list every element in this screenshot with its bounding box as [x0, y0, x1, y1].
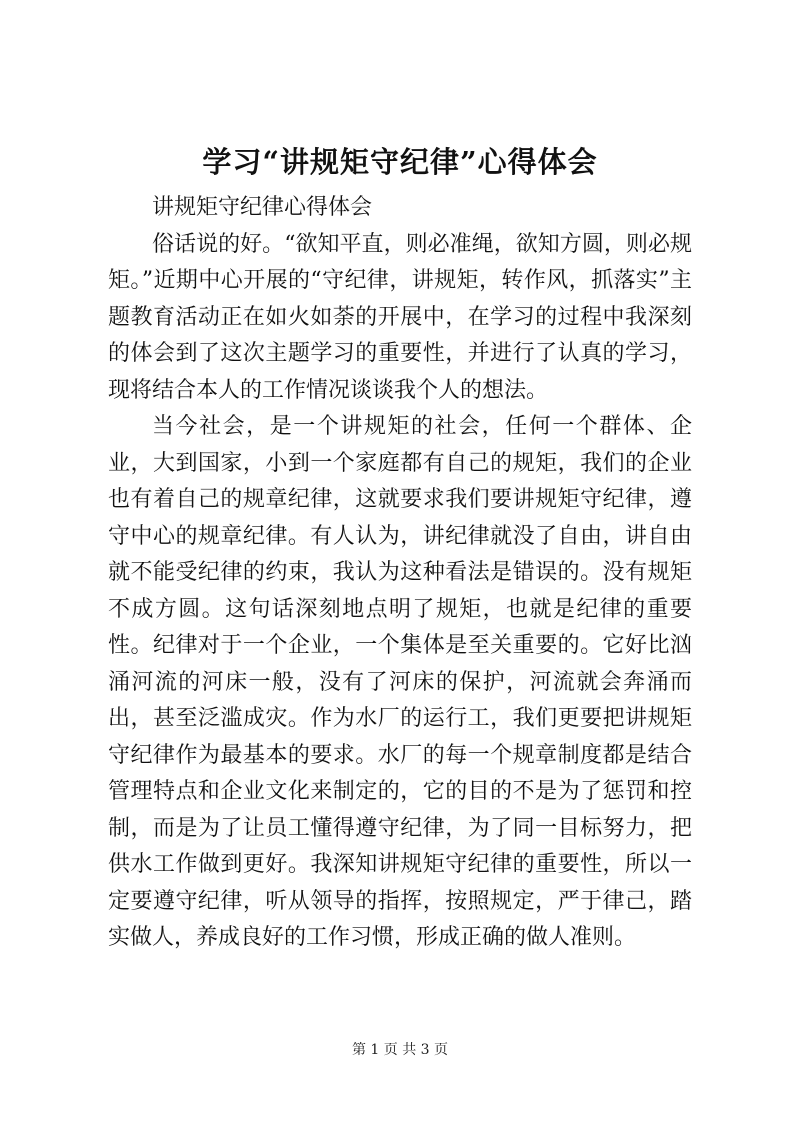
- page-number-footer: 第 1 页 共 3 页: [351, 1042, 449, 1058]
- body-paragraph: 当今社会，是一个讲规矩的社会，任何一个群体、企业，大到国家，小到一个家庭都有自己的规矩，我们的企业也有着自己的规章纪律，这就要求我们要讲规矩守纪律，遵守中心的规章纪律。有人认为，讲纪律就没了自由，讲自由就不能受纪律的约束，我认为这种看法是错误的。没有规矩不成方圆。这句话深刻地点明了规矩，也就是纪律的重要性。纪律对于一个企业，一个集体是至关重要的。它好比汹涌河流的河床一般，没有了河床的保护，河流就会奔涌而出，甚至泛滥成灾。作为水厂的运行工，我们更要把讲规矩守纪律作为最基本的要求。水厂的每一个规章制度都是结合管理特点和企业文化来制定的，它的目的不是为了惩罚和控制，而是为了让员工懂得遵守纪律，为了同一目标努力，把供水工作做到更好。我深知讲规矩守纪律的重要性，所以一定要遵守纪律，听从领导的指挥，按照规定，严于律己，踏实做人，养成良好的工作习惯，形成正确的做人准则。: [108, 414, 692, 950]
- body-paragraph: 俗话说的好。“欲知平直，则必准绳，欲知方圆，则必规矩。”近期中心开展的“守纪律，讲规矩，转作风，抓落实”主题教育活动正在如火如荼的开展中，在学习的过程中我深刻的体会到了这次主题学习的重要性，并进行了认真的学习，现将结合本人的工作情况谈谈我个人的想法。: [108, 231, 692, 403]
- document-body: [108, 190, 692, 957]
- document-title: 学习“讲规矩守纪律”心得体会: [202, 145, 598, 179]
- subtitle-paragraph: 讲规矩守纪律心得体会: [152, 195, 373, 220]
